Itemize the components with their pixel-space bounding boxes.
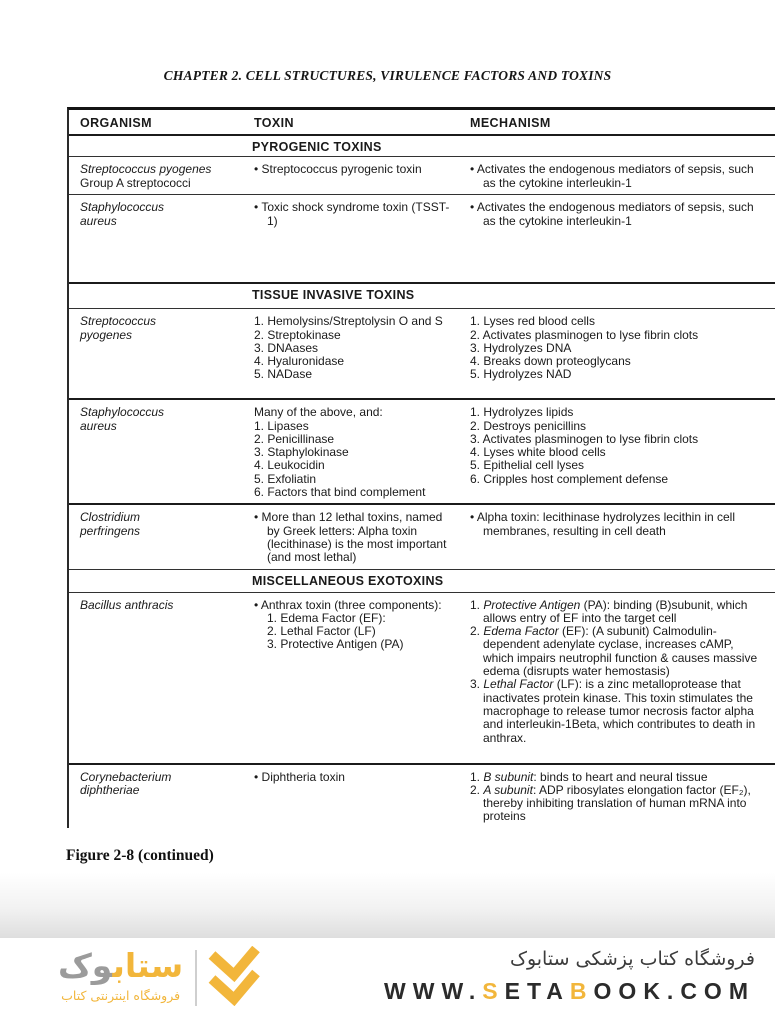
cell-line: [254, 459, 456, 472]
cell-line: [254, 771, 456, 784]
text-segment: (EF): (A subunit) Calmodulin-dependent adenylate cyclase, increases cAMP, which impairs neutrophil function & causes massive edema (disrupts water hemostasis): [483, 624, 758, 679]
text-segment: • Diphtheria toxin: [254, 769, 345, 784]
mechanism-cell: [470, 400, 775, 503]
text-segment: 1.: [470, 597, 484, 612]
section-label: TISSUE INVASIVE TOXINS: [252, 288, 415, 303]
italic-term: B subunit: [483, 769, 534, 784]
cell-line: [267, 612, 456, 625]
organism-line: Staphylococcus: [80, 200, 165, 215]
organism-line: Group A streptococci: [80, 175, 191, 190]
cell-line: [470, 368, 759, 381]
toxin-cell: [252, 309, 470, 398]
toxin-cell: [252, 195, 470, 282]
cell-line: [254, 315, 456, 328]
text-segment: 6. Factors that bind complement: [254, 485, 426, 500]
scan-shadow: [0, 872, 775, 938]
text-segment: 1. Edema Factor (EF):: [267, 610, 386, 625]
brand-wordmark-segment: وک: [58, 946, 113, 985]
text-segment: 2. Lethal Factor (LF): [267, 624, 376, 639]
organism-cell: [69, 157, 252, 194]
cell-line: [470, 315, 759, 328]
section-header-row: [69, 570, 775, 593]
text-segment: 1. Hydrolyzes lipids: [470, 405, 574, 420]
cell-line: [267, 638, 456, 651]
text-segment: • More than 12 lethal toxins, named by Greek letters: Alpha toxin (lecithinase) is the most important (and most lethal): [254, 510, 447, 565]
cell-line: [470, 446, 759, 459]
organism-cell: [69, 195, 252, 282]
brand-tagline: فروشگاه اینترنتی کتاب: [61, 988, 181, 1003]
footer-banner: [0, 938, 775, 1023]
organism-line: perfringens: [80, 523, 141, 538]
logo-divider: [195, 950, 197, 1006]
mechanism-cell: [470, 195, 775, 282]
table-row: [69, 195, 775, 284]
brand-wordmark-column: [58, 946, 183, 1003]
organism-line: Streptococcus pyogenes: [80, 162, 212, 177]
text-segment: 4. Lyses white blood cells: [470, 445, 606, 460]
text-segment: 4. Leukocidin: [254, 458, 325, 473]
table-row: [69, 505, 775, 569]
mechanism-cell: [470, 157, 775, 194]
cell-line: [254, 342, 456, 355]
text-segment: 5. Exfoliatin: [254, 471, 317, 486]
section-label: MISCELLANEOUS EXOTOXINS: [252, 573, 444, 588]
italic-term: Lethal Factor: [483, 677, 554, 692]
section-label: PYROGENIC TOXINS: [252, 140, 382, 155]
toxin-cell: [252, 400, 470, 503]
text-segment: • Streptococcus pyrogenic toxin: [254, 162, 422, 177]
chapter-title: CHAPTER 2. CELL STRUCTURES, VIRULENCE FACTORS AND TOXINS: [163, 68, 612, 83]
column-header-mechanism: MECHANISM: [470, 116, 551, 130]
figure-caption: Figure 2-8 (continued): [66, 847, 214, 864]
text-segment: 5. Hydrolyzes NAD: [470, 367, 572, 382]
brand-chevron-icon: [207, 946, 261, 1011]
cell-line: [470, 678, 759, 744]
organism-line: diphtheriae: [80, 782, 140, 797]
cell-line: [254, 163, 456, 176]
table-row: [69, 157, 775, 195]
toxin-cell: [252, 157, 470, 194]
cell-line: [470, 406, 759, 419]
text-segment: • Anthrax toxin (three components):: [254, 597, 442, 612]
organism-line: Staphylococcus: [80, 405, 165, 420]
text-segment: 2. Streptokinase: [254, 327, 341, 342]
italic-term: Protective Antigen: [483, 597, 581, 612]
text-segment: 2. Activates plasminogen to lyse fibrin clots: [470, 327, 699, 342]
organism-line: Corynebacterium: [80, 769, 172, 784]
organism-line: aureus: [80, 418, 117, 433]
toxin-cell: [252, 505, 470, 568]
cell-line: [254, 406, 456, 419]
text-segment: 1. Lyses red blood cells: [470, 314, 595, 329]
text-segment: 3. Activates plasminogen to lyse fibrin clots: [470, 431, 699, 446]
text-segment: 4. Breaks down proteoglycans: [470, 354, 631, 369]
cell-line: [470, 511, 759, 538]
cell-line: [254, 201, 456, 228]
cell-line: [254, 433, 456, 446]
brand-wordmark: [58, 946, 183, 986]
text-segment: • Activates the endogenous mediators of sepsis, such as the cytokine interleukin-1: [470, 162, 754, 190]
url-segment: OOK.COM: [593, 978, 755, 1004]
setabook-logo: [58, 946, 261, 1011]
toxin-cell: [252, 765, 470, 828]
table-row: [69, 400, 775, 505]
cell-line: [470, 355, 759, 368]
cell-line: [470, 433, 759, 446]
text-segment: : ADP ribosylates elongation factor (EF₂), thereby inhibiting translation of human mRNA into proteins: [483, 782, 751, 824]
text-segment: 2.: [470, 782, 484, 797]
url-segment: ETA: [504, 978, 570, 1004]
cell-line: [254, 446, 456, 459]
mechanism-cell: [470, 505, 775, 568]
cell-line: [470, 163, 759, 190]
text-segment: : binds to heart and neural tissue: [533, 769, 708, 784]
text-segment: • Toxic shock syndrome toxin (TSST-1): [254, 200, 450, 228]
organism-cell: [69, 309, 252, 398]
brand-wordmark-segment: ستاب: [112, 946, 184, 985]
text-segment: 5. NADase: [254, 367, 313, 382]
cell-line: [254, 368, 456, 381]
text-segment: 2.: [470, 624, 484, 639]
italic-term: Edema Factor: [483, 624, 559, 639]
table-header-row: [69, 110, 775, 136]
url-segment: B: [569, 978, 594, 1004]
cell-line: [254, 420, 456, 433]
section-header-row: [69, 284, 775, 309]
text-segment: Many of the above, and:: [254, 405, 383, 420]
organism-cell: [69, 593, 252, 763]
organism-line: pyogenes: [80, 327, 133, 342]
text-segment: (PA): binding (B)subunit, which allows entry of EF into the target cell: [483, 597, 748, 625]
text-segment: 3. Hydrolyzes DNA: [470, 340, 572, 355]
mechanism-cell: [470, 593, 775, 763]
text-segment: 5. Epithelial cell lyses: [470, 458, 585, 473]
text-segment: 3.: [470, 677, 484, 692]
organism-line: Streptococcus: [80, 314, 157, 329]
cell-line: [470, 625, 759, 678]
cell-line: [470, 201, 759, 228]
toxin-table: [67, 107, 775, 828]
cell-line: [254, 329, 456, 342]
text-segment: 2. Destroys penicillins: [470, 418, 587, 433]
text-segment: 3. Staphylokinase: [254, 445, 349, 460]
url-segment: S: [482, 978, 505, 1004]
cell-line: [470, 784, 759, 824]
cell-line: [254, 473, 456, 486]
cell-line: [470, 599, 759, 626]
cell-line: [254, 486, 456, 499]
organism-cell: [69, 765, 252, 828]
store-name-line: فروشگاه کتاب پزشکی ستابوک: [509, 948, 755, 970]
cell-line: [470, 473, 759, 486]
italic-term: A subunit: [483, 782, 533, 797]
organism-line: Clostridium: [80, 510, 141, 525]
url-segment: WWW.: [384, 978, 483, 1004]
organism-cell: [69, 400, 252, 503]
table-row: [69, 765, 775, 828]
cell-line: [470, 420, 759, 433]
column-header-organism: ORGANISM: [80, 116, 152, 130]
text-segment: 1. Lipases: [254, 418, 309, 433]
text-segment: • Activates the endogenous mediators of sepsis, such as the cytokine interleukin-1: [470, 200, 754, 228]
toxin-table-body: [69, 136, 775, 827]
text-segment: 4. Hyaluronidase: [254, 354, 345, 369]
text-segment: 2. Penicillinase: [254, 431, 335, 446]
organism-line: aureus: [80, 213, 117, 228]
table-row: [69, 309, 775, 400]
cell-line: [267, 625, 456, 638]
cell-line: [470, 342, 759, 355]
cell-line: [470, 459, 759, 472]
footer-text-block: [384, 946, 755, 1005]
text-segment: 1.: [470, 769, 484, 784]
mechanism-cell: [470, 765, 775, 828]
organism-cell: [69, 505, 252, 568]
cell-line: [470, 771, 759, 784]
text-segment: 1. Hemolysins/Streptolysin O and S: [254, 314, 443, 329]
cell-line: [254, 599, 456, 612]
cell-line: [470, 329, 759, 342]
mechanism-cell: [470, 309, 775, 398]
section-header-row: [69, 136, 775, 157]
text-segment: 3. DNAases: [254, 340, 319, 355]
column-header-toxin: TOXIN: [254, 116, 294, 130]
table-row: [69, 593, 775, 765]
organism-line: Bacillus anthracis: [80, 597, 174, 612]
cell-line: [254, 355, 456, 368]
cell-line: [254, 511, 456, 564]
website-url: [384, 978, 755, 1005]
text-segment: 6. Cripples host complement defense: [470, 471, 669, 486]
text-segment: • Alpha toxin: lecithinase hydrolyzes lecithin in cell membranes, resulting in cell death: [470, 510, 736, 538]
toxin-cell: [252, 593, 470, 763]
text-segment: 3. Protective Antigen (PA): [267, 637, 404, 652]
text-segment: (LF): is a zinc metalloprotease that inactivates protein kinase. This toxin stimulates the macrophage to release tumor necrosis factor alpha and interleukin-1Beta, which contributes to death in anthrax.: [483, 677, 756, 745]
